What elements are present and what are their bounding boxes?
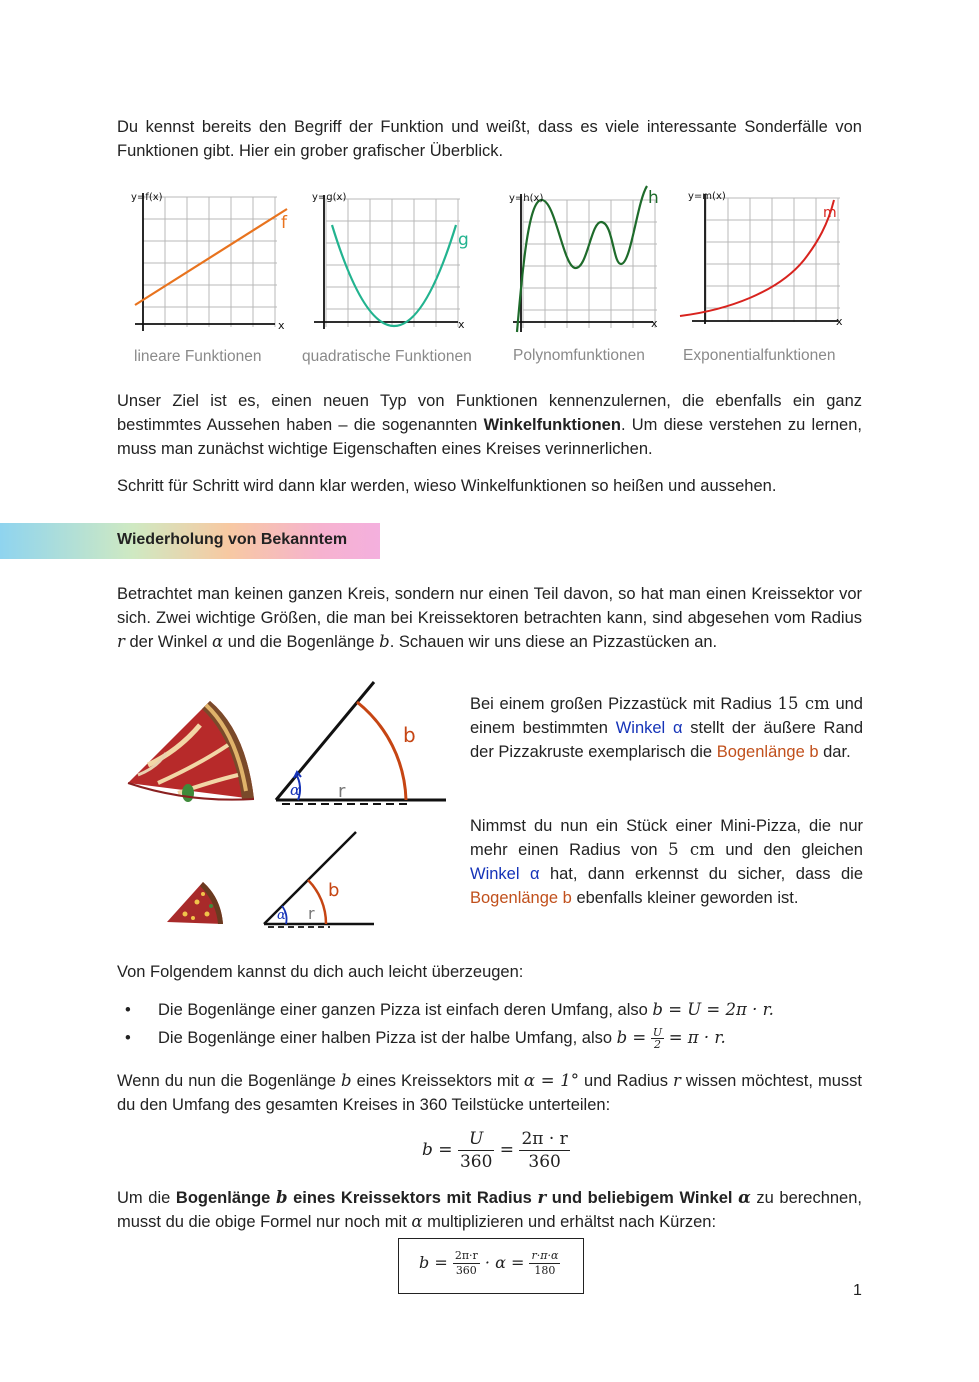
bullet-list [117, 998, 862, 1054]
small-sector-sketch [260, 828, 378, 932]
goal-paragraph: Unser Ziel ist es, einen neuen Typ von Funktionen kennenzulernen, die ebenfalls ein ganz bestimmtes Aussehen haben – die sogenannten Winkelfunktionen. Um diese verstehen zu lernen, muss man zunächst wichtige Eigenschaften eines Kreises verinnerlichen. [117, 392, 862, 458]
radius-label-r: r [308, 904, 315, 923]
angle-label-alpha: α [277, 908, 286, 923]
intro-paragraph: Du kennst bereits den Begriff der Funktion und weißt, dass es viele interessante Sonderfälle von Funktionen gibt. Hier ein grober grafischer Überblick. [117, 118, 862, 160]
big-pizza-slice-image [118, 695, 268, 805]
formula-one-degree: b = $\frac{U}{360}$ = $\frac{2\pi \cdot r}{360}$ [422, 1129, 568, 1172]
keyword-winkelfunktionen: Winkelfunktionen [483, 416, 621, 434]
caption-linear: lineare Funktionen [134, 348, 262, 365]
graph-ylabel: y=h(x) [509, 193, 544, 204]
small-pizza-slice-image [163, 878, 228, 928]
final-formula-box: b = $\frac{2\pi\cdot r}{360}$ · α = $\frac{r\cdot\pi\cdot\alpha}{180}$ [398, 1238, 584, 1294]
graph-xlabel: x [651, 317, 658, 330]
exponential-function-graph [678, 184, 853, 329]
caption-polynomial: Polynomfunktionen [513, 347, 645, 364]
big-sector-sketch [270, 678, 450, 806]
arc-label-b: b [328, 880, 340, 901]
graph-ylabel: y=m(x) [688, 191, 726, 202]
page-number: 1 [853, 1282, 862, 1299]
section-title: Wiederholung von Bekanntem [117, 531, 348, 548]
step-paragraph: Schritt für Schritt wird dann klar werden, wieso Winkelfunktionen so heißen und aussehen. [117, 477, 777, 495]
quadratic-function-graph [308, 185, 478, 335]
graph-function-name: m [823, 205, 837, 221]
caption-exponential: Exponentialfunktionen [683, 347, 836, 364]
list-item: • Die Bogenlänge einer ganzen Pizza ist einfach deren Umfang, also b = U = 2π · r. [117, 998, 862, 1026]
polynomial-function-graph [505, 182, 670, 334]
big-pizza-paragraph: Bei einem großen Pizzastück mit Radius 15 cm und einem bestimmten Winkel α stellt der äußere Rand der Pizzakruste exemplarisch die Bogenlänge b dar. [470, 694, 863, 761]
graph-function-name: g [458, 230, 469, 250]
graph-function-name: f [281, 213, 287, 233]
general-paragraph: Um die Bogenlänge b eines Kreissektors mit Radius r und beliebigem Winkel α zu berechnen, musst du die obige Formel nur noch mit α multiplizieren und erhältst nach Kürzen: [117, 1188, 862, 1231]
graph-ylabel: y=g(x) [312, 192, 347, 203]
list-item: • Die Bogenlänge einer halben Pizza ist der halbe Umfang, also b = $\frac{U}{2}$ = π · r. [117, 1026, 862, 1054]
radius-label-r: r [338, 781, 346, 802]
graph-ylabel: y=f(x) [131, 192, 163, 203]
graph-xlabel: x [458, 318, 465, 331]
caption-quadratic: quadratische Funktionen [302, 348, 472, 365]
following-paragraph: Von Folgendem kannst du dich auch leicht überzeugen: [117, 963, 524, 981]
sector-intro-paragraph: Betrachtet man keinen ganzen Kreis, sondern nur einen Teil davon, so hat man einen Kreissektor vor sich. Zwei wichtige Größen, die man bei Kreissektoren betrachten kann, sind abgesehen vom Radius r der Winkel α und die Bogenlänge b. Schauen wir uns diese an Pizzastücken an. [117, 585, 862, 651]
one-degree-paragraph: Wenn du nun die Bogenlänge b eines Kreissektors mit α = 1° und Radius r wissen möchtest, musst du den Umfang des gesamten Kreises in 360 Teilstücke unterteilen: [117, 1071, 862, 1114]
arc-label-b: b [403, 723, 416, 747]
linear-function-graph [125, 185, 295, 335]
section-banner [0, 523, 380, 559]
small-pizza-paragraph: Nimmst du nun ein Stück einer Mini-Pizza, die nur mehr einen Radius von 5 cm und den gleichen Winkel α hat, dann erkennst du sicher, dass die Bogenlänge b ebenfalls kleiner geworden ist. [470, 817, 864, 907]
graph-function-name: h [648, 188, 659, 208]
graph-xlabel: x [836, 315, 843, 328]
angle-label-alpha: α [290, 781, 301, 799]
graph-xlabel: x [278, 319, 285, 332]
